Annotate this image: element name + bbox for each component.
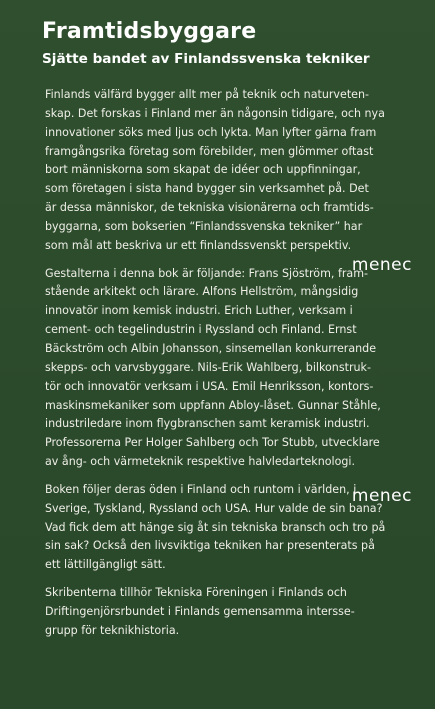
watermark-text: menec [351,255,412,275]
book-title: Framtidsbyggare [42,19,257,44]
blurb-paragraph [45,86,417,256]
blurb-line: framgångsrika företag som förebilder, men glömmer oftast [45,144,374,158]
blurb-line: stående arkitekt och lärare. Alfons Hellström, mångsidig [45,285,359,299]
blurb-line: Skribenterna tillhör Tekniska Föreningen i Finlands och [45,586,347,600]
watermark-text: menec [351,486,412,506]
blurb-line: Finlands välfärd bygger allt mer på teknik och naturveten- [45,88,370,101]
book-subtitle: Sjätte bandet av Finlandssvenska tekniker [42,51,370,67]
blurb-line: skap. Det forskas i Finland mer än någonsin tidigare, och nya [45,106,385,120]
blurb-line: som företagen i sista hand bygger sin verksamhet på. Det [45,182,369,196]
blurb-line: grupp för teknikhistoria. [45,623,180,637]
blurb-line: Vad fick dem att hänge sig åt sin tekniska bransch och tro på [45,520,386,534]
blurb-line: sin sak? Också den livsviktiga tekniken har presenterats på [45,539,375,553]
blurb-line: Professorerna Per Holger Sahlberg och Tor Stubb, utvecklare [45,436,380,450]
blurb-line: innovationer söks med ljus och lykta. Man lyfter gärna fram [45,125,377,139]
blurb-line: byggarna, som bokserien “Finlandssvenska tekniker” har [45,219,363,233]
blurb-line: cement- och tegelindustrin i Ryssland och Finland. Ernst [45,323,357,337]
blurb-line: Driftingenjörsrbundet i Finlands gemensamma intersse- [45,604,355,618]
blurb-paragraph [45,265,417,472]
blurb-line: är dessa människor, de tekniska visionärerna och framtids- [45,201,374,215]
blurb-line: Sverige, Tyskland, Ryssland och USA. Hur valde de sin bana? [45,501,383,515]
blurb-line: Boken följer deras öden i Finland och runtom i världen, i [45,482,357,496]
blurb-text [45,86,417,650]
blurb-line: industriledare inom flygbranschen samt keramisk industri. [45,417,370,431]
blurb-line: som mål att beskriva ur ett finlandssvenskt perspektiv. [45,238,352,252]
blurb-line: bort människorna som skapat de idéer och uppfinningar, [45,163,361,177]
blurb-line: skepps- och varvsbyggare. Nils-Erik Wahlberg, bilkonstruk- [45,360,371,374]
blurb-line: tör och innovatör verksam i USA. Emil Henriksson, kontors- [45,379,374,393]
blurb-line: innovatör inom kemisk industri. Erich Luther, verksam i [45,304,353,318]
blurb-line: ett lättillgängligt sätt. [45,558,166,572]
blurb-paragraph [45,584,417,641]
blurb-line: maskinsmekaniker som uppfann Abloy-låset. Gunnar Ståhle, [45,398,381,412]
blurb-line: Bäckström och Albin Johansson, sinsemellan konkurrerande [45,341,377,355]
blurb-line: Gestalterna i denna bok är följande: Frans Sjöström, fram- [45,266,369,280]
blurb-line: av ång- och värmeteknik respektive halvledarteknologi. [45,455,356,469]
